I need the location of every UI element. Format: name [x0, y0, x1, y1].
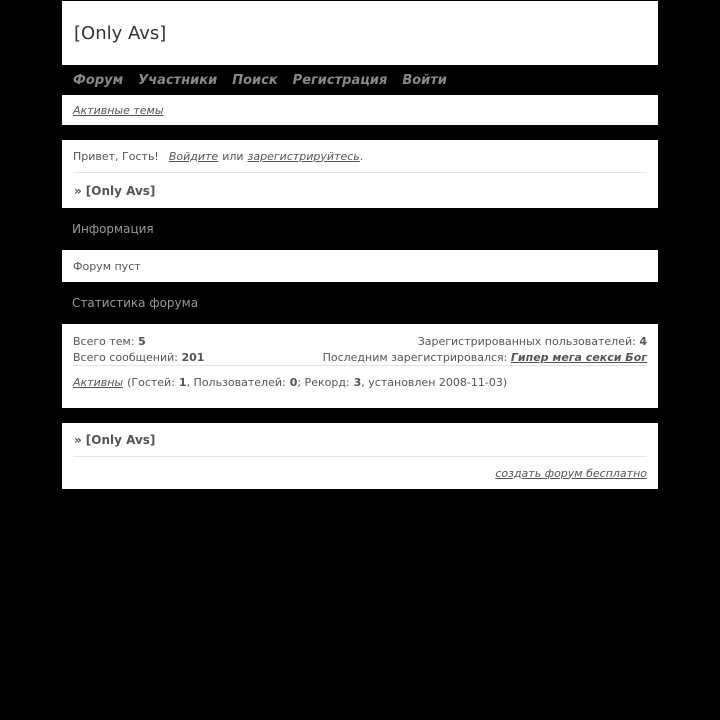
welcome-block — [62, 140, 658, 208]
nav-item-search[interactable]: Поиск — [232, 72, 278, 88]
login-link[interactable]: Войдите — [168, 149, 219, 163]
spacer — [62, 125, 658, 140]
online-users-value: 0 — [289, 375, 298, 389]
registered-users-label: Зарегистрированных пользователей: — [417, 335, 636, 348]
record-value: 3 — [353, 375, 362, 389]
breadcrumb-forum-link[interactable]: [Only Avs] — [85, 183, 156, 198]
info-text: Форум пуст — [73, 259, 141, 273]
registered-users-value: 4 — [639, 335, 647, 348]
or-text: или — [222, 149, 244, 163]
last-registered-label: Последним зарегистрировался: — [322, 351, 508, 364]
create-forum-link[interactable]: создать форум бесплатно — [495, 466, 647, 480]
stats-block — [62, 324, 658, 408]
record-date: , установлен 2008-11-03) — [361, 375, 508, 389]
stats-left — [73, 334, 204, 365]
footer-breadcrumb-arrow: » — [74, 432, 82, 447]
online-users-label: , Пользователей: — [186, 375, 286, 389]
breadcrumb — [73, 173, 647, 208]
total-posts-label: Всего сообщений: — [73, 351, 178, 364]
welcome-bar — [73, 140, 647, 173]
page-wrapper — [62, 1, 658, 489]
footer-block — [62, 423, 658, 489]
sub-nav — [62, 95, 658, 125]
online-users — [73, 366, 647, 398]
nav-item-login[interactable]: Войти — [402, 72, 447, 88]
record-label: ; Рекорд: — [297, 375, 350, 389]
registered-users — [323, 334, 647, 350]
stats-summary — [73, 324, 647, 366]
footer-breadcrumb — [73, 423, 647, 457]
active-topics-link[interactable]: Активные темы — [73, 103, 164, 117]
nav-item-forum[interactable]: Форум — [73, 72, 124, 88]
total-topics — [73, 334, 204, 350]
info-title: Информация — [72, 222, 154, 236]
online-link[interactable]: Активны — [73, 375, 124, 389]
nav-item-register[interactable]: Регистрация — [292, 72, 388, 88]
spacer — [62, 408, 658, 423]
register-link[interactable]: зарегистрируйтесь — [247, 149, 360, 163]
footer-breadcrumb-forum-link[interactable]: [Only Avs] — [85, 432, 156, 447]
greeting-text: Привет, Гость! — [73, 149, 159, 163]
stats-right — [323, 334, 647, 365]
forum-header — [62, 1, 658, 65]
footer-copyright — [73, 457, 647, 489]
breadcrumb-arrow: » — [74, 183, 82, 198]
main-nav — [62, 65, 658, 95]
nav-item-users[interactable]: Участники — [138, 72, 218, 88]
stats-title: Статистика форума — [72, 296, 199, 310]
welcome-end: . — [359, 149, 364, 163]
total-topics-label: Всего тем: — [73, 335, 135, 348]
total-topics-value: 5 — [138, 335, 146, 348]
total-posts — [73, 350, 204, 366]
last-registered — [323, 350, 647, 366]
info-body — [62, 250, 658, 282]
last-registered-user-link[interactable]: Гипер мега секси Бог — [510, 351, 647, 364]
guests-label: (Гостей: — [127, 375, 175, 389]
guests-value: 1 — [178, 375, 187, 389]
total-posts-value: 201 — [181, 351, 205, 364]
forum-title: [Only Avs] — [74, 22, 167, 44]
